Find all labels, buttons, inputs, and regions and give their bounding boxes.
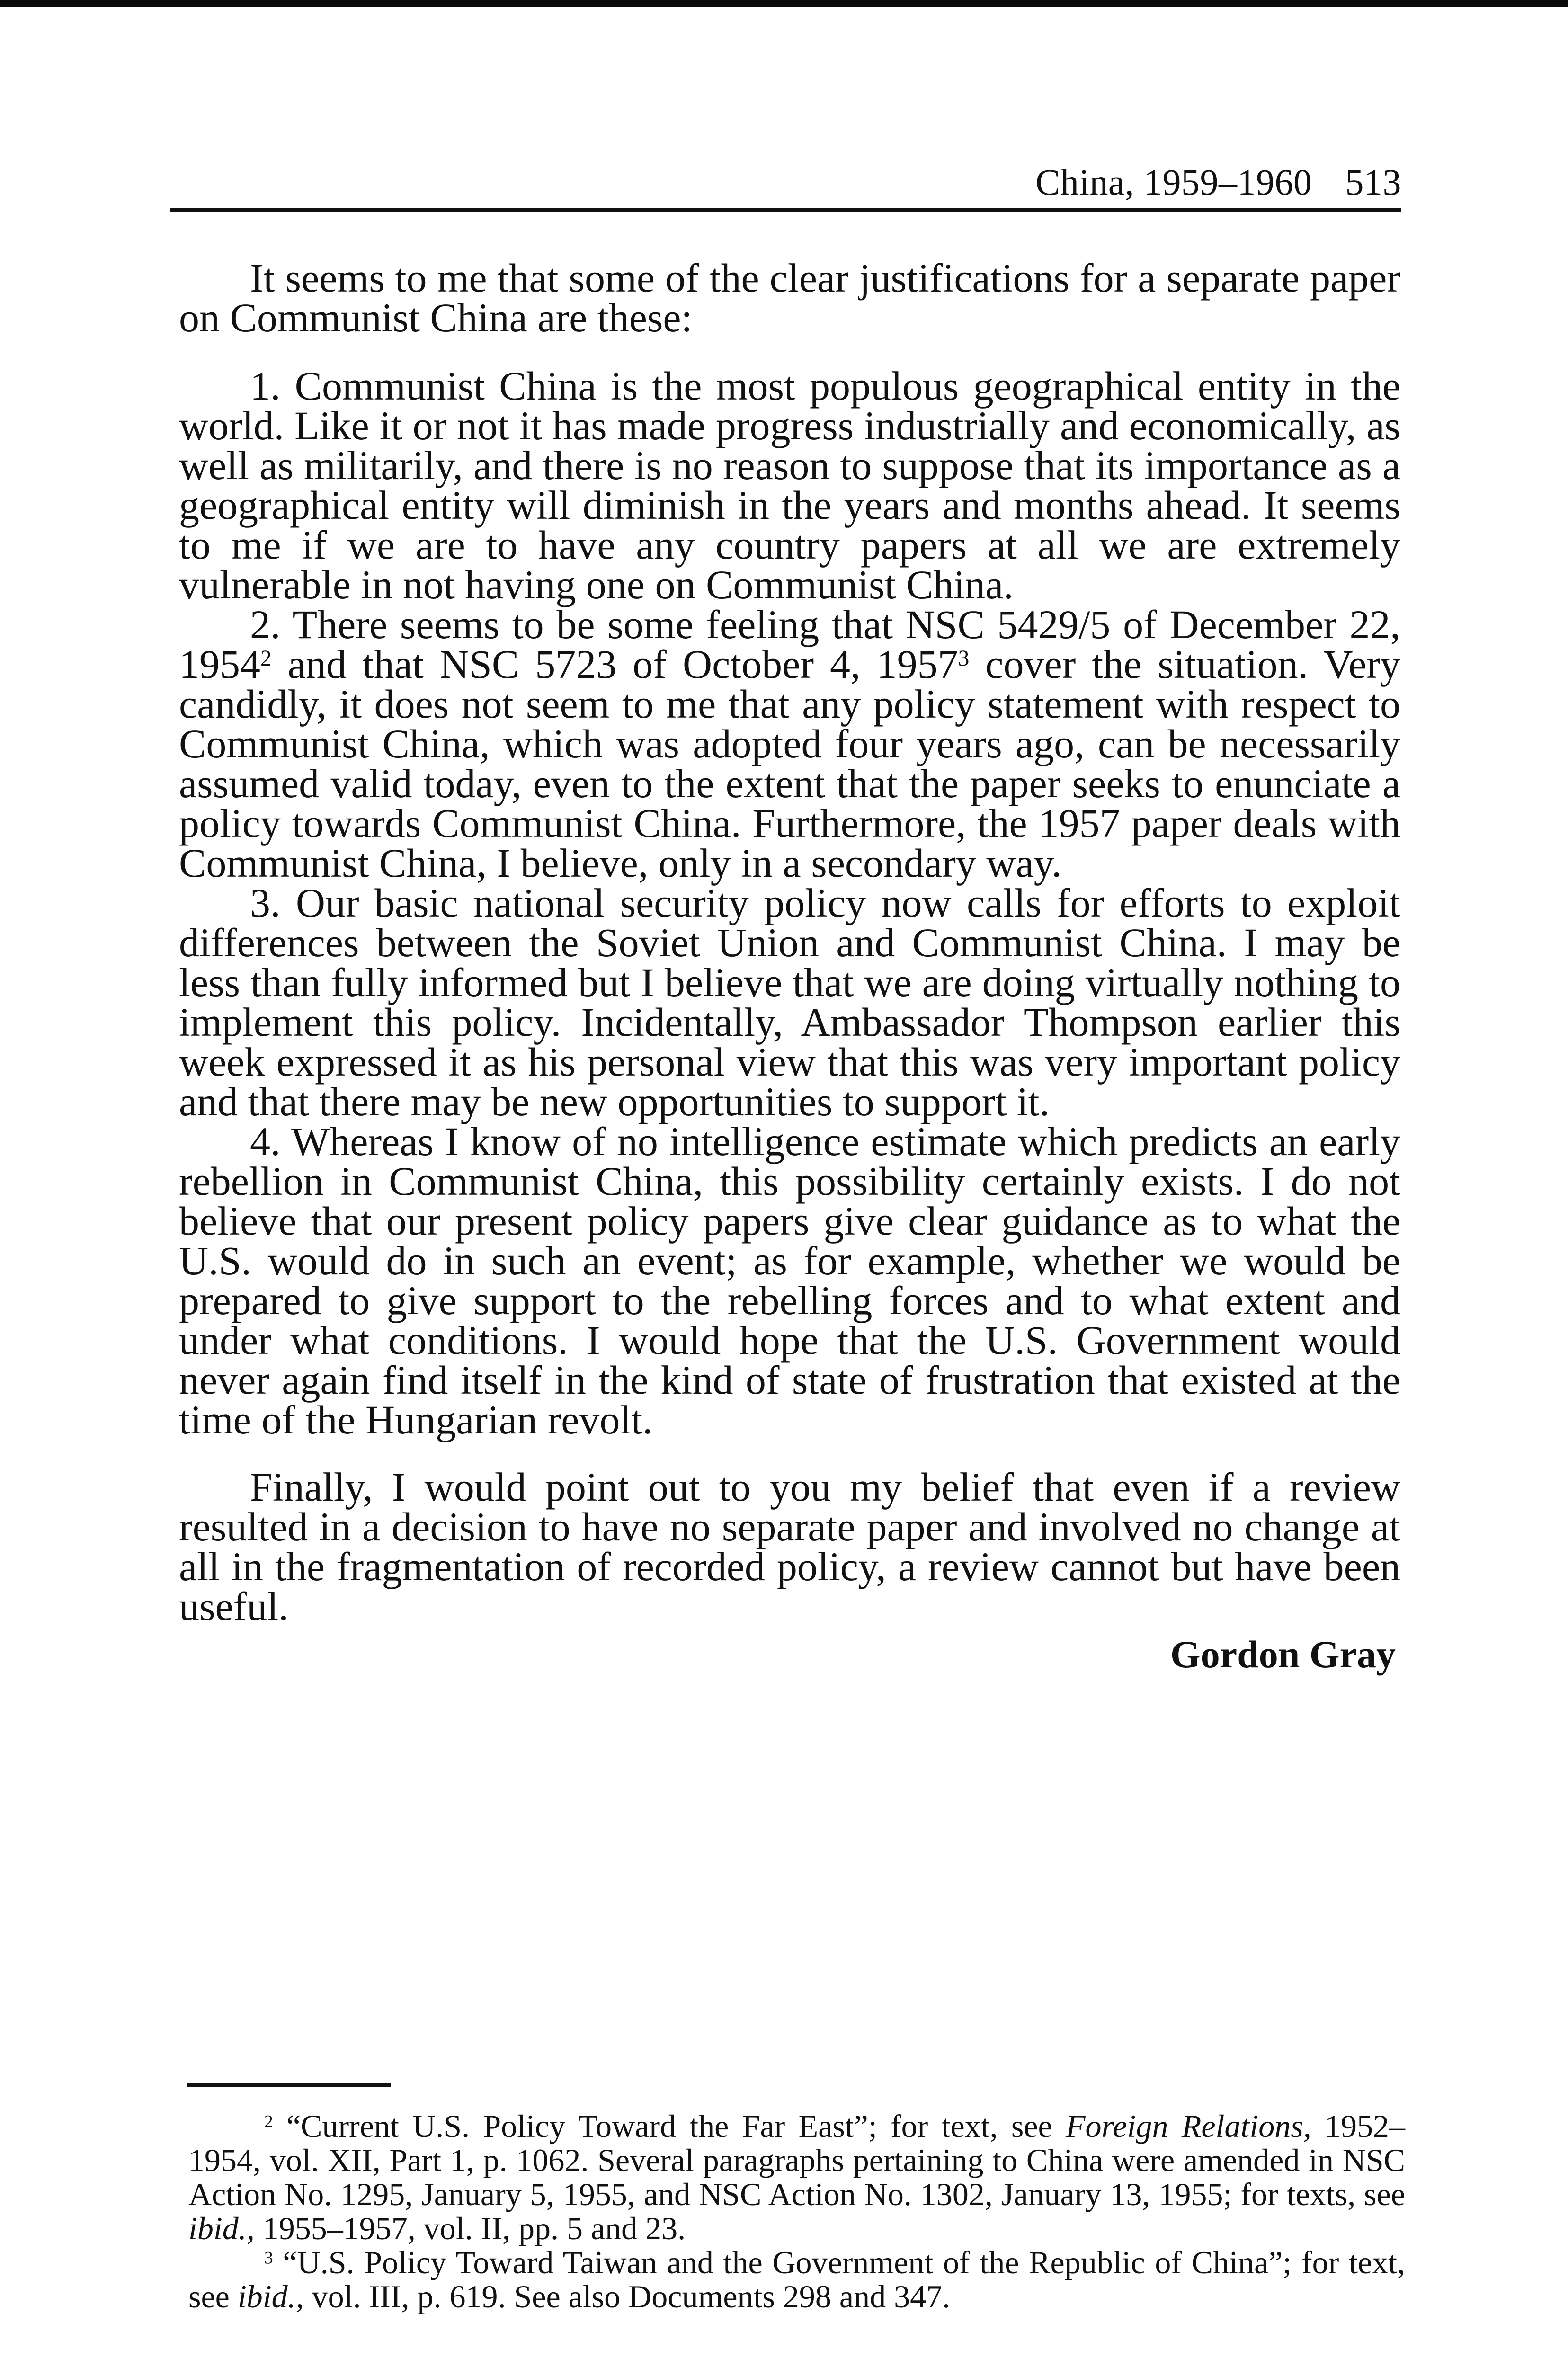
running-head [1035,161,1401,204]
footnotes [188,2109,1405,2314]
page-top-edge [0,0,1568,7]
item-2-text-c: cover the situation. Very candidly, it does not seem to me that any policy statement with respect to Communist China, which was adopted four years ago, can be necessarily assumed valid today, even to the extent that the paper seeks to enunciate a policy towards Communist China. Furthermore, the 1957 paper deals with Communist China, I believe, only in a secondary way. [179,641,1401,886]
footnote-ref-3: 3 [958,646,970,671]
running-head-title: China, 1959–1960 [1035,161,1312,203]
footnote-2-italic-2: ibid., [188,2210,255,2246]
footnote-2 [188,2109,1405,2245]
running-header [170,156,1401,212]
document-body [179,255,1401,1676]
item-1-paragraph: 1. Communist China is the most populous geographical entity in the world. Like it or not it has made progress industrially and economically, as well as militarily, and there is no reason to suppose that its importance as a geographical entity will diminish in the years and months ahead. It seems to me if we are to have any country papers at all we are extremely vulnerable in not having one on Communist China. [179,363,1400,607]
item-2-text-b: and that NSC 5723 of October 4, 1957 [271,641,958,687]
footnote-3 [188,2245,1405,2314]
footnote-2-text-2: 1952–1954, vol. XII, Part 1, p. 1062. Several paragraphs pertaining to China were amended in NSC Action No. 1295, January 5, 1955, and NSC Action No. 1302, January 13, 1955; for texts, see [188,2108,1405,2212]
footnote-rule [187,2083,391,2087]
footnote-2-mark: 2 [264,2112,273,2132]
footnote-2-text-3: 1955–1957, vol. II, pp. 5 and 23. [254,2210,686,2246]
footnote-3-text-1: “U.S. Policy Toward Taiwan and the Government of the Republic of China”; for text, see [188,2244,1405,2314]
item-3-paragraph: 3. Our basic national security policy now calls for efforts to exploit differences between the Soviet Union and Communist China. I may be less than fully informed but I believe that we are doing virtually nothing to implement this policy. Incidentally, Ambassador Thompson earlier this week expressed it as his personal view that this was very important policy and that there may be new opportunities to support it. [179,880,1400,1124]
footnote-ref-2: 2 [260,646,272,671]
footnote-3-italic-1: ibid., [237,2278,304,2314]
item-2-text-a: 2. There seems to be some feeling that NSC 5429/5 of December 22, 1954 [179,602,1400,687]
item-4-paragraph: 4. Whereas I know of no intelligence estimate which predicts an early rebellion in Communist China, this possibility certainly exists. I do not believe that our present policy papers give clear guidance as to what the U.S. would do in such an event; as for example, whether we would be prepared to give support to the rebelling forces and to what extent and under what conditions. I would hope that the U.S. Government would never again find itself in the kind of state of frustration that existed at the time of the Hungarian revolt. [179,1119,1400,1442]
page-number: 513 [1345,161,1401,203]
footnote-2-italic-1: Foreign Relations, [1065,2108,1311,2144]
item-2-paragraph [179,602,1401,886]
footnote-3-text-2: vol. III, p. 619. See also Documents 298 and 347. [303,2278,951,2314]
intro-paragraph: It seems to me that some of the clear justifications for a separate paper on Communist China are these: [179,255,1400,340]
closing-paragraph: Finally, I would point out to you my belief that even if a review resulted in a decision to have no separate paper and involved no change at all in the fragmentation of recorded policy, a review cannot but have been useful. [179,1464,1400,1629]
signature: Gordon Gray [1170,1633,1396,1676]
footnote-3-mark: 3 [264,2248,273,2268]
footnote-2-text-1: “Current U.S. Policy Toward the Far East”; for text, see [273,2108,1066,2144]
